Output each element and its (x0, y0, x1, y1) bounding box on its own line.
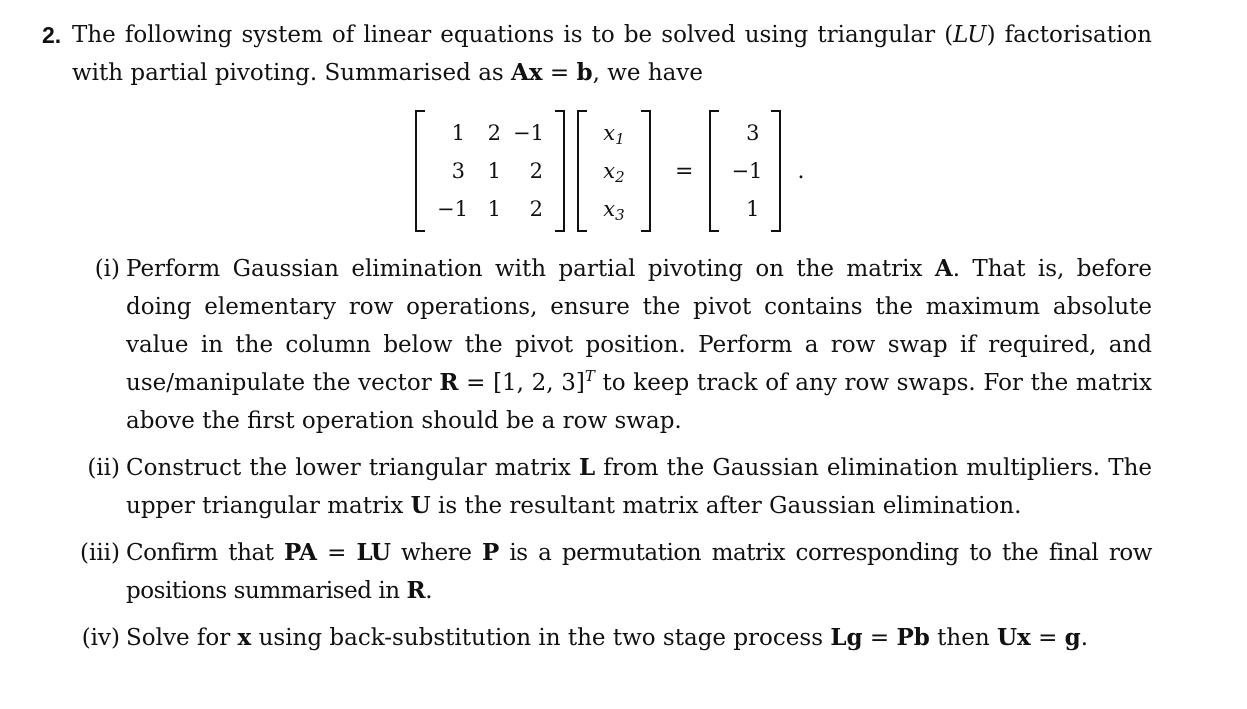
part-body (126, 619, 1152, 657)
intro-equals: = (542, 60, 577, 86)
vector-x-subscript: 3 (615, 206, 625, 224)
part-math: U (410, 492, 431, 519)
part-body (126, 534, 1152, 610)
vector-b (707, 110, 783, 232)
part-text: using back-substitution in the two stage process (251, 625, 831, 651)
part-math-text: = [1, 2, 3] (458, 370, 585, 396)
part-iv (81, 619, 1152, 657)
matrix-a-cell: 2 (529, 197, 543, 221)
matrix-a-cell: −1 (437, 197, 468, 221)
matrix-a-cell: 3 (451, 159, 465, 183)
intro-text-3: , we have (592, 60, 703, 86)
vector-x-subscript: 2 (615, 168, 625, 186)
part-math: Lg (830, 624, 863, 651)
vector-x-entry (593, 190, 635, 228)
intro-text-1: The following system of linear equations is to be solved using triangular ( (72, 22, 954, 48)
part-i (94, 250, 1152, 440)
intro-vector-x: x (528, 59, 543, 86)
part-math: Pb (896, 624, 930, 651)
vector-x-var: x (603, 197, 616, 221)
part-text: . (425, 578, 433, 604)
matrix-a-cell: 2 (487, 121, 501, 145)
part-text: is the resultant matrix after Gaussian elimination. (430, 493, 1022, 519)
part-label: (i) (94, 256, 120, 282)
part-text: from the Gaussian elimination multipliers. The upper triangular matrix (126, 455, 1152, 519)
vector-x-var: x (603, 121, 616, 145)
intro-text-2: ) factorisation with partial pivoting. Summarised as (72, 22, 1152, 86)
matrix-a-cell: 1 (487, 159, 501, 183)
vector-x-subscript: 1 (615, 130, 625, 148)
part-text: where (390, 540, 482, 566)
part-text: is a permutation matrix corresponding to the final row positions summarised in (126, 540, 1153, 604)
question-intro (72, 16, 1152, 92)
matrix-a-cell: 1 (451, 121, 465, 145)
matrix-a-cell: 1 (487, 197, 501, 221)
equals-sign: = (675, 158, 694, 184)
vector-b-entry: 3 (746, 121, 760, 145)
vector-x (575, 110, 653, 232)
vector-b-entry: −1 (731, 159, 763, 183)
part-math: PA (284, 539, 317, 566)
vector-x-var: x (603, 159, 616, 183)
part-label: (iv) (81, 625, 120, 651)
part-text: = (1030, 625, 1065, 651)
part-ii (87, 449, 1152, 525)
matrix-equation (413, 110, 804, 232)
part-math: x (237, 624, 252, 651)
part-math: Ux (996, 624, 1031, 651)
matrix-a (413, 110, 567, 232)
part-text: to keep track of any row swaps. For the matrix above the first operation should be a row swap. (126, 370, 1152, 434)
part-math: R (406, 577, 426, 604)
part-text: Solve for (126, 625, 238, 651)
part-label: (ii) (87, 455, 120, 481)
part-superscript: T (584, 367, 595, 385)
equation-period: . (797, 158, 805, 184)
part-body (126, 250, 1152, 440)
part-math: LU (356, 539, 391, 566)
part-body (126, 449, 1152, 525)
vector-x-entry (593, 114, 635, 152)
intro-lu: LU (953, 22, 987, 48)
part-label: (iii) (79, 540, 120, 566)
part-iii (79, 534, 1153, 610)
part-text: . That is, before doing elementary row operations, ensure the pivot contains the maximum absolute value in the column below the pivot position. Perform a row swap if required, and use/manipulate the vector (126, 256, 1152, 396)
vector-b-entry: 1 (746, 197, 760, 221)
question-number: 2. (42, 22, 62, 48)
part-text: = (316, 540, 357, 566)
part-text: then (929, 625, 997, 651)
vector-x-entry (593, 152, 635, 190)
part-math: g (1064, 624, 1081, 651)
part-text: Construct the lower triangular matrix (126, 455, 579, 481)
part-math: A (934, 255, 953, 282)
part-math: P (482, 539, 499, 566)
matrix-a-cell: −1 (513, 121, 544, 145)
part-math: L (578, 454, 596, 481)
part-text: . (1080, 625, 1089, 651)
intro-vector-b: b (576, 59, 593, 86)
part-math: R (439, 369, 459, 396)
part-text: Confirm that (126, 540, 285, 566)
intro-matrix-a: A (511, 59, 529, 86)
matrix-a-cell: 2 (529, 159, 543, 183)
part-text: Perform Gaussian elimination with partial pivoting on the matrix (126, 256, 935, 282)
part-text: = (862, 625, 897, 651)
